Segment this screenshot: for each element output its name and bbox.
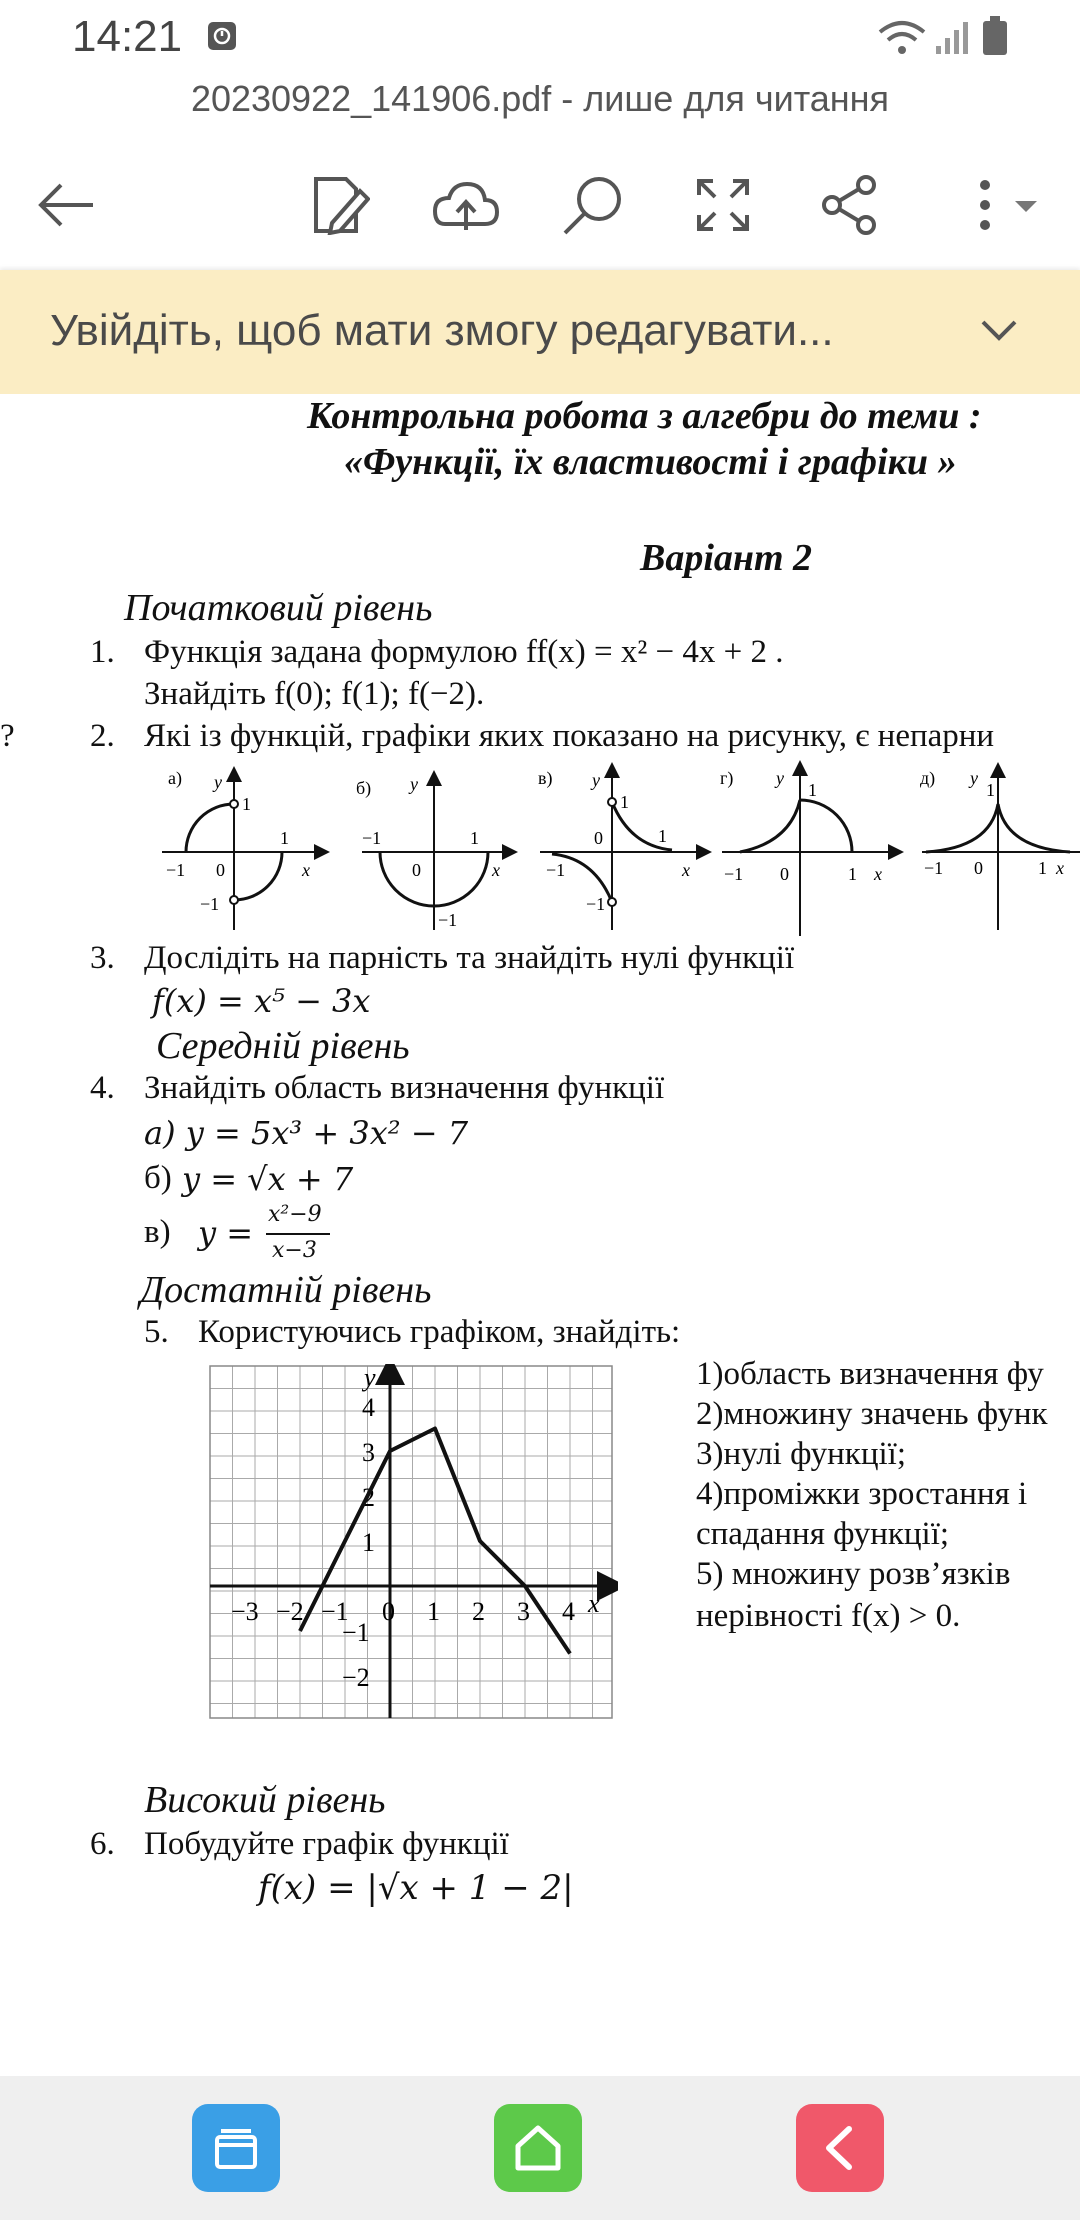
graph-a-one-x: 1 <box>280 828 289 848</box>
q6-formula: f(x) = |√x + 1 − 2| <box>258 1868 574 1908</box>
edit-icon[interactable] <box>295 160 385 250</box>
graph-d <box>922 770 1080 930</box>
level-heading-middle: Середній рівень <box>156 1025 410 1067</box>
q5-item-5-cont: нерівності f(x) > 0. <box>696 1598 961 1634</box>
q6-text: Побудуйте графік функції <box>144 1826 509 1862</box>
graph-b-minus-one-y: −1 <box>438 910 458 930</box>
graph-a-zero: 0 <box>216 860 225 880</box>
doc-title-line2: «Функції, їх властивості і графіки » <box>344 441 957 483</box>
q2-margin-mark: ? <box>0 718 15 754</box>
q5-item-5: 5) множину розв’язків <box>696 1556 1011 1592</box>
screenshot-notification-icon <box>206 20 238 57</box>
q3-number: 3. <box>90 940 115 976</box>
graph-b-x-label: x <box>492 860 500 880</box>
back-arrow-icon[interactable] <box>22 160 112 250</box>
graph-a-label: а) <box>168 768 182 788</box>
graph-g-zero: 0 <box>780 864 789 884</box>
q2-text: Які із функцій, графіки яких показано на рисунку, є непарни <box>144 718 995 754</box>
signal-icon <box>934 20 968 61</box>
q5-function-chart <box>208 1364 618 1724</box>
q3-text: Дослідіть на парність та знайдіть нулі функції <box>144 940 795 976</box>
y-tick-label: 2 <box>362 1483 375 1512</box>
graph-b-label: б) <box>356 778 372 798</box>
q4-option-v-denominator: x−3 <box>272 1238 317 1263</box>
status-bar <box>0 0 1080 72</box>
q5-text: Користуючись графіком, знайдіть: <box>198 1314 681 1350</box>
q1-text: Функція задана формулою ff(x) = x² − 4x + 2 . <box>144 634 784 670</box>
q3-formula: f(x) = x⁵ − 3x <box>152 982 371 1020</box>
graph-v-y-label: y <box>592 770 600 790</box>
q2-number: 2. <box>90 718 115 754</box>
x-tick-label: 1 <box>427 1597 440 1626</box>
banner-text: Увійдіть, щоб мати змогу редагувати... <box>50 306 834 355</box>
graph-d-zero: 0 <box>974 858 983 878</box>
graph-b <box>362 778 510 930</box>
level-heading-initial: Початковий рівень <box>124 587 433 629</box>
graph-d-minus-one: −1 <box>924 858 944 878</box>
graph-g-minus-one: −1 <box>724 864 744 884</box>
q5-item-1: 1)область визначення фу <box>696 1356 1044 1392</box>
graph-a-y-label: y <box>214 772 222 792</box>
recents-icon[interactable] <box>192 2104 280 2192</box>
x-tick-label: −2 <box>276 1597 304 1626</box>
navigation-bar <box>0 2076 1080 2220</box>
function-graphs-figure <box>0 760 1080 940</box>
graph-a-minus-one-y: −1 <box>200 894 220 914</box>
q4-option-a: а) y = 5x³ + 3x² − 7 <box>144 1114 469 1152</box>
chevron-down-icon[interactable] <box>975 306 1023 359</box>
doc-title-line1: Контрольна робота з алгебри до теми : <box>307 395 982 437</box>
graph-g-x-label: x <box>874 864 882 884</box>
y-tick-label: −1 <box>342 1618 370 1647</box>
graph-b-zero: 0 <box>412 860 421 880</box>
graph-v-minus-one-x: −1 <box>546 860 566 880</box>
graph-d-label: д) <box>920 768 936 788</box>
graph-d-y-label: y <box>970 768 978 788</box>
level-heading-high: Високий рівень <box>144 1779 386 1821</box>
q1-number: 1. <box>90 634 115 670</box>
battery-icon <box>982 16 1008 61</box>
graph-a-x-label: x <box>302 860 310 880</box>
q4-option-b-label: б) <box>144 1160 172 1196</box>
x-tick-label: 2 <box>472 1597 485 1626</box>
graph-b-minus-one: −1 <box>362 828 382 848</box>
toolbar <box>0 160 1080 270</box>
graph-v-one: 1 <box>620 792 629 812</box>
q1-text-line2: Знайдіть f(0); f(1); f(−2). <box>144 676 485 712</box>
wifi-icon <box>876 18 928 63</box>
graph-v-minus-one-y: −1 <box>586 894 606 914</box>
graph-b-one: 1 <box>470 828 479 848</box>
graph-v-zero: 0 <box>594 828 603 848</box>
x-tick-label: 4 <box>562 1597 575 1626</box>
graph-v-label: в) <box>538 768 553 788</box>
q5-item-4-cont: спадання функції; <box>696 1516 950 1552</box>
q4-option-b-formula: y = √x + 7 <box>182 1160 354 1198</box>
fullscreen-icon[interactable] <box>678 160 768 250</box>
status-time: 14:21 <box>72 12 183 61</box>
graph-a-one-y: 1 <box>242 794 251 814</box>
graph-v-one-x: 1 <box>658 826 667 846</box>
q5-number: 5. <box>144 1314 169 1350</box>
cloud-upload-icon[interactable] <box>420 160 510 250</box>
pdf-page <box>0 394 1080 2074</box>
q4-option-v-lhs: y = <box>198 1214 254 1252</box>
sign-in-banner[interactable] <box>0 270 1080 394</box>
q6-number: 6. <box>90 1826 115 1862</box>
level-heading-sufficient: Достатній рівень <box>140 1269 432 1311</box>
document-title: 20230922_141906.pdf - лише для читання <box>190 78 890 119</box>
fraction-bar <box>266 1233 330 1235</box>
q5-item-4: 4)проміжки зростання і <box>696 1476 1028 1512</box>
graph-d-one: 1 <box>986 780 995 800</box>
x-axis-label: x <box>588 1589 600 1618</box>
graph-g-one-x: 1 <box>848 864 857 884</box>
graph-g-label: г) <box>720 768 734 788</box>
graph-g-y-label: y <box>776 768 784 788</box>
grid-border <box>210 1366 612 1718</box>
q5-item-2: 2)множину значень функ <box>696 1396 1048 1432</box>
more-icon[interactable] <box>950 160 1050 250</box>
x-tick-label: −1 <box>321 1597 349 1626</box>
q4-option-v-label: в) <box>144 1214 171 1250</box>
q4-text: Знайдіть область визначення функції <box>144 1070 665 1106</box>
graph-d-one-x: 1 <box>1038 858 1047 878</box>
y-tick-label: 3 <box>362 1438 375 1467</box>
q5-chart-grid <box>210 1366 612 1718</box>
variant-label: Варіант 2 <box>640 537 813 579</box>
graph-g-one: 1 <box>808 780 817 800</box>
y-tick-label: 1 <box>362 1528 375 1557</box>
q5-item-3: 3)нулі функції; <box>696 1436 907 1472</box>
x-tick-label: 3 <box>517 1597 530 1626</box>
y-tick-label: 4 <box>362 1393 375 1422</box>
y-tick-label: −2 <box>342 1663 370 1692</box>
x-tick-label: 0 <box>382 1597 395 1626</box>
graph-d-x-label: x <box>1056 858 1064 878</box>
q4-option-v-numerator: x²−9 <box>268 1202 322 1227</box>
graph-a-minus-one-x: −1 <box>166 860 186 880</box>
q4-number: 4. <box>90 1070 115 1106</box>
y-axis-label: y <box>364 1364 376 1392</box>
home-icon[interactable] <box>494 2104 582 2192</box>
graph-b-y-label: y <box>410 774 418 794</box>
search-icon[interactable] <box>548 160 638 250</box>
x-tick-label: −3 <box>231 1597 259 1626</box>
share-icon[interactable] <box>805 160 895 250</box>
back-icon[interactable] <box>796 2104 884 2192</box>
q5-chart-axes <box>210 1364 612 1718</box>
graph-v-x-label: x <box>682 860 690 880</box>
